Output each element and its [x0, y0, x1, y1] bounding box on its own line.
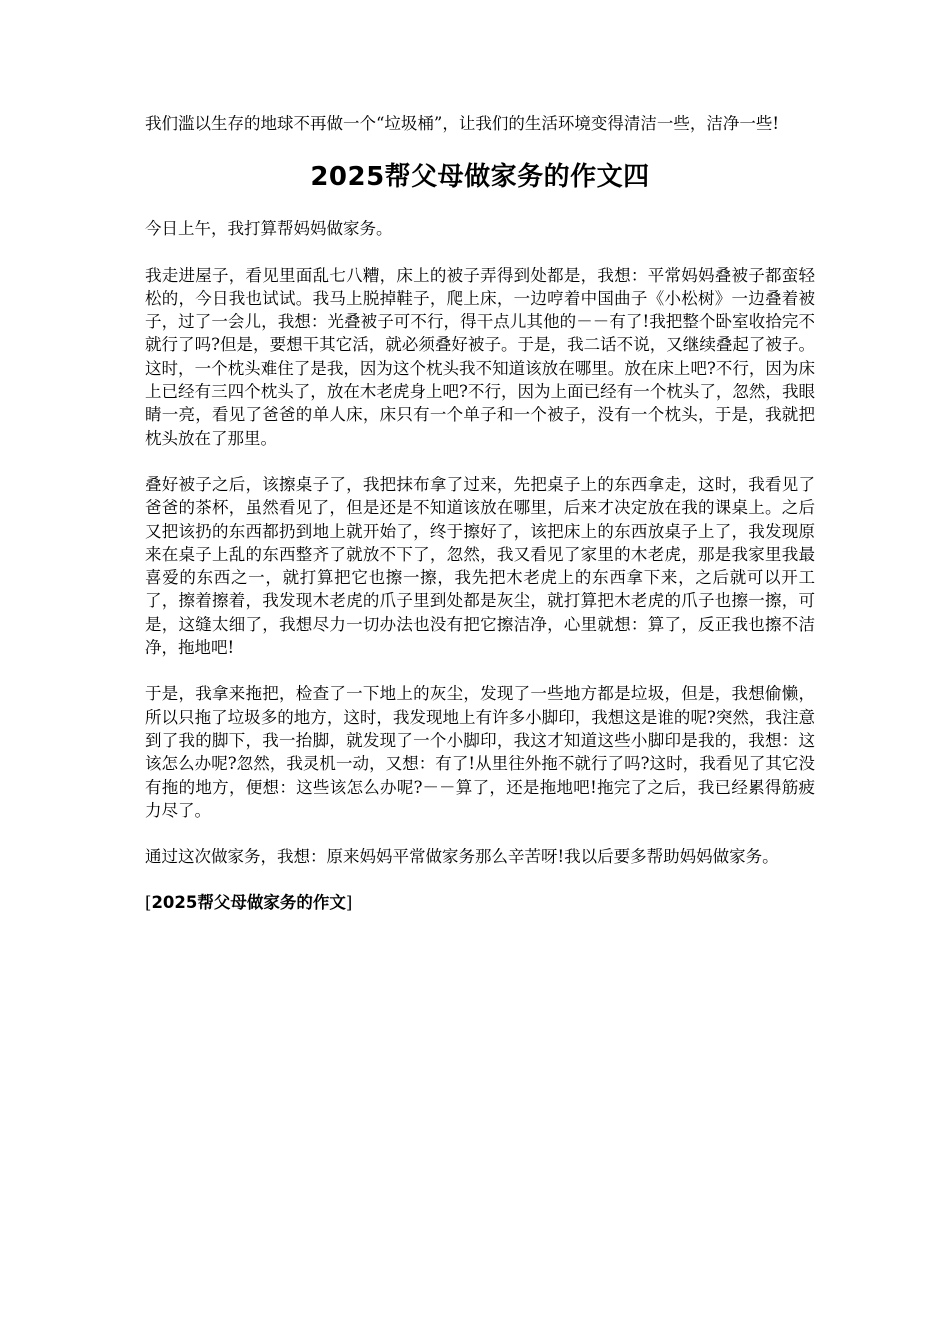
document-page: [145, 112, 815, 915]
footer-bracket-open: [: [145, 893, 152, 913]
footer-reference: [145, 891, 815, 914]
paragraph-2: 我走进屋子，看见里面乱七八糟，床上的被子弄得到处都是，我想：平常妈妈叠被子都蛮轻松的，今日我也试试。我马上脱掉鞋子，爬上床，一边哼着中国曲子《小松树》一边叠着被子，过了一会儿，我想：光叠被子可不行，得干点儿其他的－－有了!我把整个卧室收拾完不就行了吗?但是，要想干其它活，就必须叠好被子。于是，我二话不说，又继续叠起了被子。这时，一个枕头难住了是我，因为这个枕头我不知道该放在哪里。放在床上吧?不行，因为床上已经有三四个枕头了，放在木老虎身上吧?不行，因为上面已经有一个枕头了，忽然，我眼睛一亮，看见了爸爸的单人床，床只有一个单子和一个被子，没有一个枕头，于是，我就把枕头放在了那里。: [145, 265, 815, 448]
footer-bracket-close: ]: [345, 893, 353, 913]
footer-title: 2025帮父母做家务的作文: [151, 893, 346, 913]
paragraph-5: 通过这次做家务，我想：原来妈妈平常做家务那么辛苦呀!我以后要多帮助妈妈做家务。: [145, 847, 779, 867]
intro-paragraph: 我们滥以生存的地球不再做一个“垃圾桶”，让我们的生活环境变得清洁一些，洁净一些!: [145, 114, 780, 133]
paragraph-4: 于是，我拿来拖把，检查了一下地上的灰尘，发现了一些地方都是垃圾，但是，我想偷懒，所以只拖了垃圾多的地方，这时，我发现地上有许多小脚印，我想这是谁的呢?突然，我注意到了我的脚下，我一抬脚，就发现了一个小脚印，我这才知道这些小脚印是我的，我想：这该怎么办呢?忽然，我灵机一动，又想：有了!从里往外拖不就行了吗?这时，我看见了其它没有拖的地方，便想：这些该怎么办呢?－－算了，还是拖地吧!拖完了之后，我已经累得筋疲力尽了。: [145, 684, 815, 820]
paragraph-3: 叠好被子之后，该擦桌子了，我把抹布拿了过来，先把桌子上的东西拿走，这时，我看见了爸爸的茶杯，虽然看见了，但是还是不知道该放在哪里，后来才决定放在我的课桌上。之后又把该扔的东西都扔到地上就开始了，终于擦好了，该把床上的东西放桌子上了，我发现原来在桌子上乱的东西整齐了就放不下了，忽然，我又看见了家里的木老虎，那是我家里我最喜爱的东西之一，就打算把它也擦一擦，我先把木老虎上的东西拿下来，之后就可以开工了，擦着擦着，我发现木老虎的爪子里到处都是灰尘，就打算把木老虎的爪子也擦一擦，可是，这缝太细了，我想尽力一切办法也没有把它擦洁净，心里就想：算了，反正我也擦不洁净，拖地吧!: [145, 474, 815, 658]
essay-title: 2025帮父母做家务的作文四: [310, 162, 650, 193]
paragraph-1: 今日上午，我打算帮妈妈做家务。: [145, 219, 393, 239]
